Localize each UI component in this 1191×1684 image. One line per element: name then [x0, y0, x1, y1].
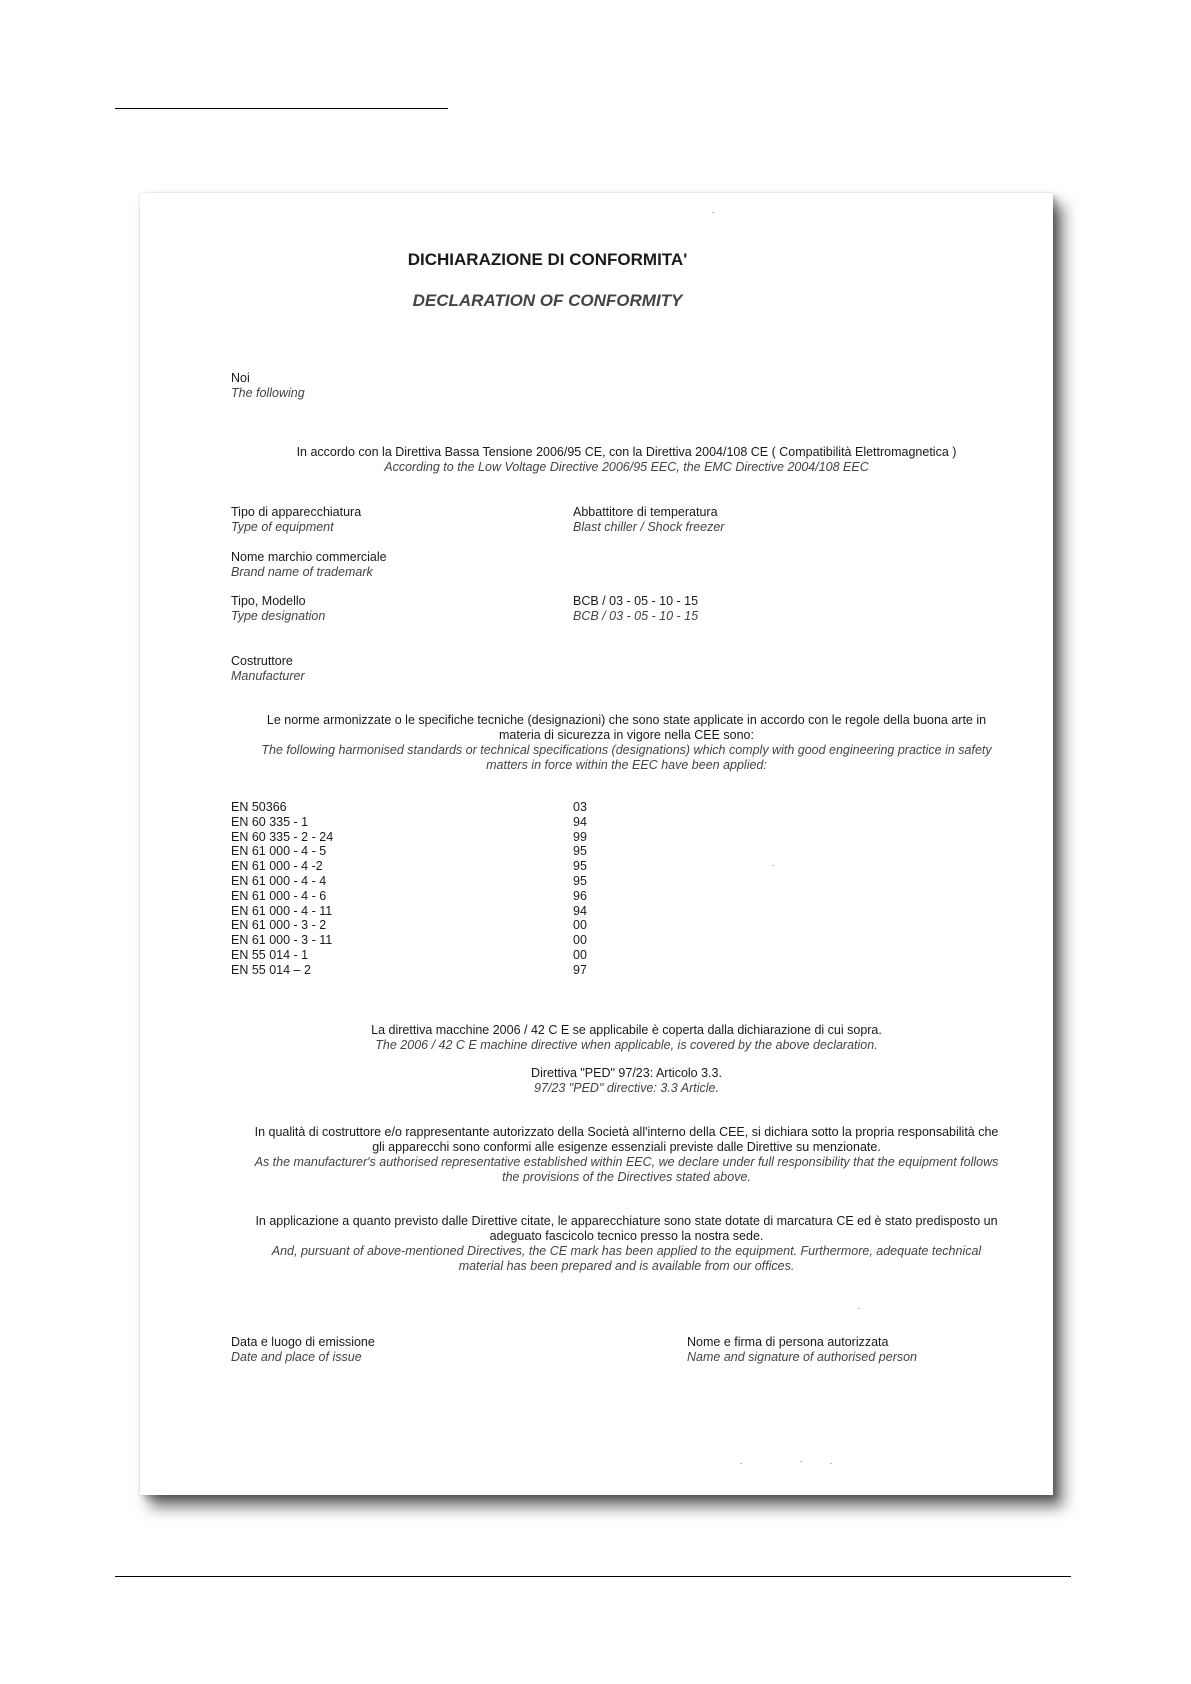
manufacturer-label-en: Manufacturer — [231, 669, 305, 683]
conformity-declaration-scan — [140, 193, 1053, 1495]
ped-directive-italian: Direttiva "PED" 97/23: Articolo 3.3. — [531, 1066, 722, 1080]
scan-speck — [772, 865, 774, 866]
model-label: Tipo, Modello — [231, 594, 306, 608]
brand-label: Nome marchio commerciale — [231, 550, 387, 564]
standards-intro-english-1: The following harmonised standards or technical specifications (designations) which comply with good engineering practice in safety — [261, 743, 992, 757]
header-rule — [115, 108, 448, 109]
standard-year: 94 — [573, 814, 587, 829]
equipment-type-value-en: Blast chiller / Shock freezer — [573, 520, 725, 534]
scan-speck — [740, 1463, 742, 1464]
model-value-en: BCB / 03 - 05 - 10 - 15 — [573, 609, 699, 623]
standard-row — [231, 933, 651, 948]
manufacturer-label: Costruttore — [231, 654, 293, 668]
scan-speck — [712, 212, 714, 213]
standard-year: 96 — [573, 888, 587, 903]
standard-name: EN 61 000 - 4 - 4 — [231, 873, 327, 888]
standards-intro-english-2: matters in force within the EEC have been applied: — [486, 758, 767, 772]
standard-name: EN 60 335 - 1 — [231, 814, 309, 829]
standards-intro-italian-1: Le norme armonizzate o le specifiche tecniche (designazioni) che sono state applicate in accordo con le regole della buona arte in — [266, 713, 987, 727]
standard-row — [231, 904, 651, 919]
standards-intro-italian-2: materia di sicurezza in vigore nella CEE sono: — [499, 728, 754, 742]
machine-directive-english: The 2006 / 42 C E machine directive when applicable, is covered by the above declaration. — [375, 1038, 878, 1052]
standard-name: EN 61 000 - 4 - 6 — [231, 888, 327, 903]
responsibility-italian-1: In qualità di costruttore e/o rappresentante autorizzato della Società all'interno della CEE, si dichiara sotto la propria responsabilità che — [254, 1125, 999, 1139]
standard-row — [231, 918, 651, 933]
ce-marking-english-2: material has been prepared and is available from our offices. — [458, 1259, 795, 1273]
standard-year: 00 — [573, 947, 587, 962]
standard-row — [231, 815, 651, 830]
directive-english: According to the Low Voltage Directive 2006/95 EEC, the EMC Directive 2004/108 EEC — [384, 460, 869, 474]
standard-year: 94 — [573, 903, 587, 918]
standard-name: EN 55 014 – 2 — [231, 962, 311, 977]
scan-speck — [830, 1463, 832, 1464]
brand-label-en: Brand name of trademark — [231, 565, 373, 579]
responsibility-english-1: As the manufacturer's authorised representative established within EEC, we declare under full responsibility that the equipment follows — [254, 1155, 999, 1169]
footer-rule — [115, 1576, 1071, 1577]
equipment-type-label: Tipo di apparecchiatura — [231, 505, 362, 519]
ped-directive-english: 97/23 "PED" directive: 3.3 Article. — [534, 1081, 719, 1095]
signature-label-en: Name and signature of authorised person — [687, 1350, 918, 1364]
date-place-label-en: Date and place of issue — [231, 1350, 362, 1364]
standard-year: 00 — [573, 933, 587, 948]
scan-speck — [858, 1308, 860, 1309]
standard-row — [231, 948, 651, 963]
noi-label: Noi — [231, 371, 250, 385]
standard-row — [231, 963, 651, 978]
equipment-type-label-en: Type of equipment — [231, 520, 334, 534]
standard-row — [231, 800, 651, 815]
noi-label-en: The following — [231, 386, 305, 400]
equipment-type-value: Abbattitore di temperatura — [573, 505, 718, 519]
ce-marking-italian-2: adeguato fascicolo tecnico presso la nostra sede. — [489, 1229, 764, 1243]
standard-year: 95 — [573, 844, 587, 859]
standard-row — [231, 844, 651, 859]
standard-year: 99 — [573, 829, 587, 844]
ce-marking-italian-1: In applicazione a quanto previsto dalle Direttive citate, le apparecchiature sono state dotate di marcatura CE ed è stato predisposto un — [255, 1214, 998, 1228]
standard-row — [231, 859, 651, 874]
model-label-en: Type designation — [231, 609, 326, 623]
standards-list — [231, 800, 651, 978]
standard-name: EN 61 000 - 4 - 11 — [231, 903, 333, 918]
standard-name: EN 55 014 - 1 — [231, 947, 309, 962]
title-italian: DICHIARAZIONE DI CONFORMITA' — [407, 250, 688, 269]
responsibility-english-2: the provisions of the Directives stated above. — [502, 1170, 751, 1184]
standard-row — [231, 874, 651, 889]
date-place-label: Data e luogo di emissione — [231, 1335, 375, 1349]
standard-row — [231, 889, 651, 904]
title-english: DECLARATION OF CONFORMITY — [412, 291, 683, 310]
machine-directive-italian: La direttiva macchine 2006 / 42 C E se applicabile è coperta dalla dichiarazione di cui sopra. — [371, 1023, 882, 1037]
standard-year: 03 — [573, 800, 587, 814]
standard-year: 95 — [573, 873, 587, 888]
directive-italian: In accordo con la Direttiva Bassa Tensione 2006/95 CE, con la Direttiva 2004/108 CE ( Compatibilità Elettromagnetica ) — [296, 445, 957, 459]
standard-name: EN 61 000 - 3 - 11 — [231, 933, 333, 948]
standard-year: 95 — [573, 859, 587, 874]
ce-marking-english-1: And, pursuant of above-mentioned Directives, the CE mark has been applied to the equipment. Furthermore, adequate technical — [271, 1244, 982, 1258]
scan-speck — [800, 1461, 802, 1462]
signature-label: Nome e firma di persona autorizzata — [687, 1335, 889, 1349]
standard-name: EN 61 000 - 4 - 5 — [231, 844, 327, 859]
standard-name: EN 50366 — [231, 800, 287, 814]
model-value: BCB / 03 - 05 - 10 - 15 — [573, 594, 699, 608]
standard-name: EN 61 000 - 4 -2 — [231, 859, 323, 874]
standard-year: 97 — [573, 962, 587, 977]
standard-year: 00 — [573, 918, 587, 933]
standard-name: EN 60 335 - 2 - 24 — [231, 829, 334, 844]
responsibility-italian-2: gli apparecchi sono conformi alle esigenze essenziali previste dalle Direttive su menzionate. — [372, 1140, 881, 1154]
standard-row — [231, 830, 651, 845]
standard-name: EN 61 000 - 3 - 2 — [231, 918, 327, 933]
